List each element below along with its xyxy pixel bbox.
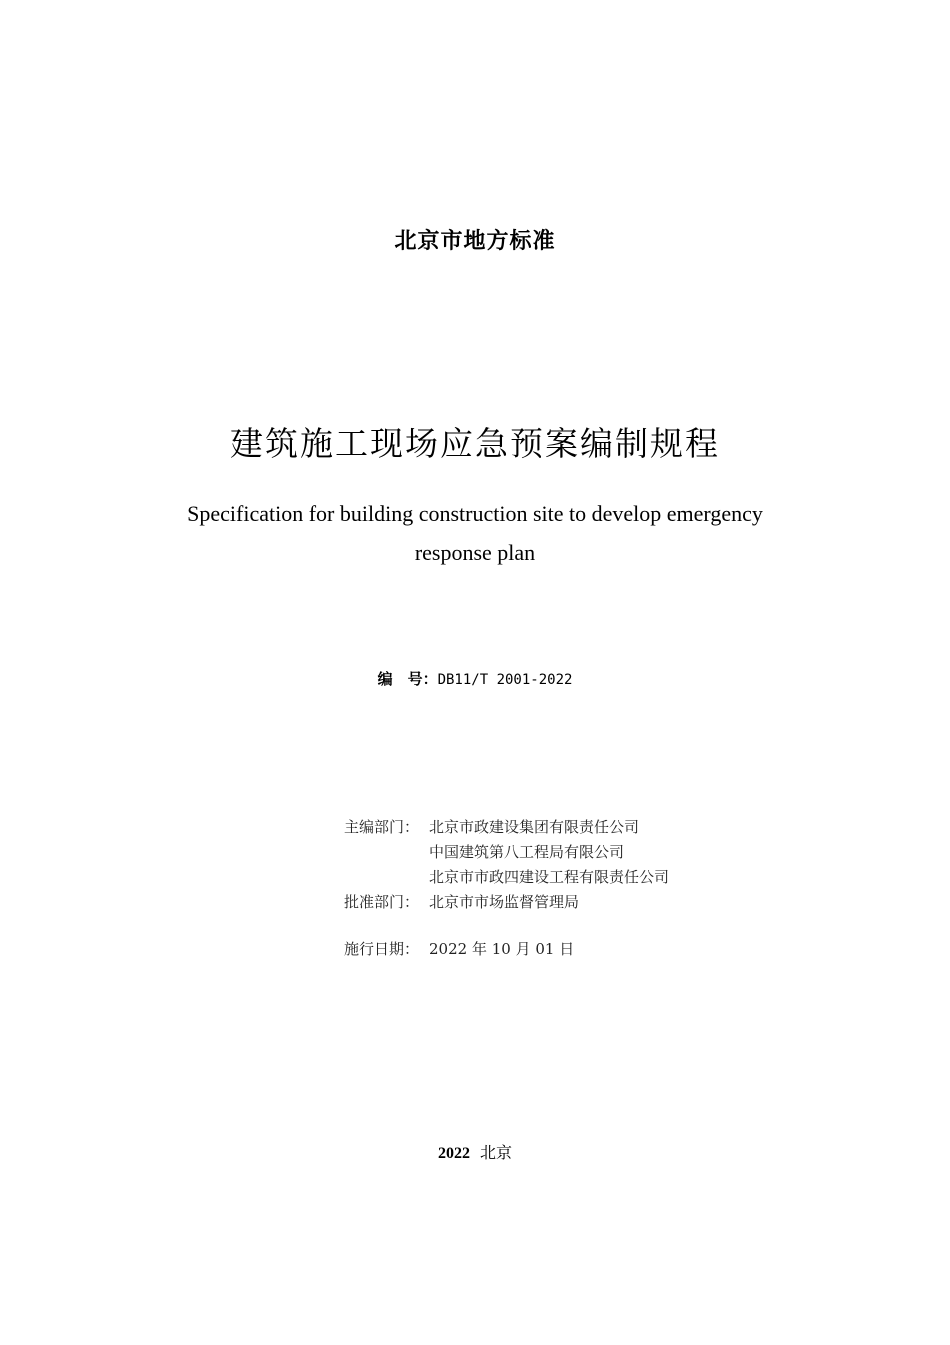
effective-date-label: 施行日期： <box>344 940 420 958</box>
standard-type: 北京市地方标准 <box>394 229 556 254</box>
approver-row <box>344 890 669 915</box>
document-number-value: DB11/T 2001-2022 <box>437 672 573 688</box>
approver-label: 批准部门： <box>344 893 420 911</box>
publication-year: 2022 <box>437 1145 470 1162</box>
document-title-english-line1: Specification for building construction site to develop emergency <box>187 501 763 526</box>
document-number <box>0 668 950 689</box>
document-title-chinese: 建筑施工现场应急预案编制规程 <box>230 424 720 463</box>
publication-info <box>344 815 669 962</box>
effective-date-value: 2022 年 10 月 01 日 <box>429 940 575 958</box>
document-number-label: 编 号： <box>377 670 438 688</box>
document-title-english-line2: response plan <box>414 540 536 565</box>
editor-list <box>429 815 669 890</box>
publication-city: 北京 <box>479 1143 512 1162</box>
effective-date-row <box>344 937 669 962</box>
document-title-english <box>170 494 780 572</box>
editor-item: 中国建筑第八工程局有限公司 <box>429 843 625 861</box>
editor-label: 主编部门： <box>344 818 420 836</box>
editor-item: 北京市政建设集团有限责任公司 <box>429 818 640 836</box>
approver-value: 北京市市场监督管理局 <box>429 893 580 911</box>
editor-item: 北京市市政四建设工程有限责任公司 <box>429 868 670 886</box>
editor-row <box>344 815 669 890</box>
publication-footer <box>0 1140 950 1163</box>
